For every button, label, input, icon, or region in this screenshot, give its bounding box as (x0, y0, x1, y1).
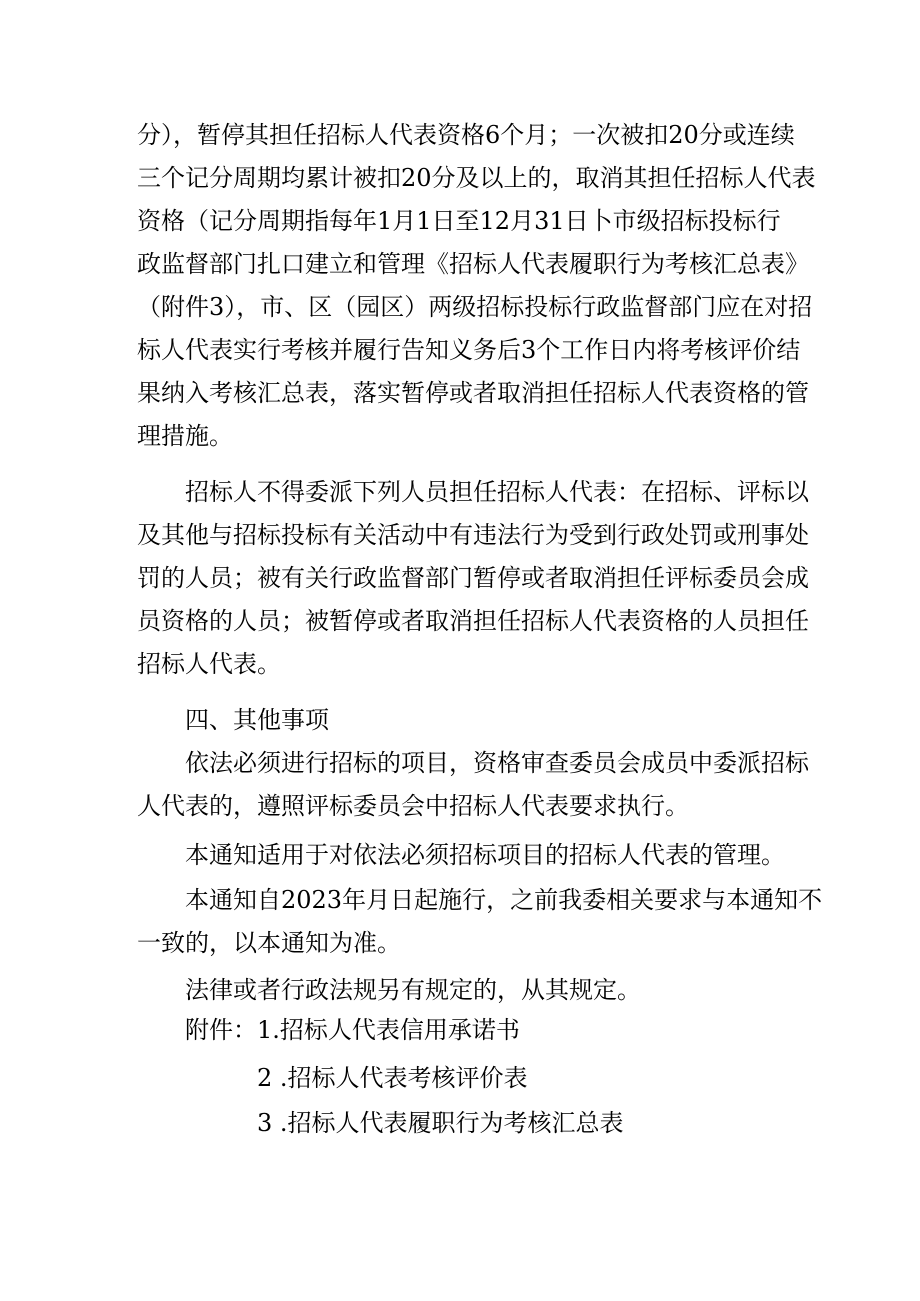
paragraph-line: （附件3），市、区（园区）两级招标投标行政监督部门应在对招 (137, 293, 813, 321)
paragraph-line: 分），暂停其担任招标人代表资格6个月；一次被扣20分或连续 (137, 121, 795, 149)
paragraph-line: 人代表的，遵照评标委员会中招标人代表要求执行。 (137, 792, 689, 820)
paragraph-line: 法律或者行政法规另有规定的，从其规定。 (185, 976, 641, 1004)
paragraph-line: 三个记分周期均累计被扣20分及以上的，取消其担任招标人代表 (137, 164, 816, 192)
paragraph-line: 资格（记分周期指每年1月1日至12月31日卜市级招标投标行 (137, 207, 781, 235)
paragraph-line: 果纳入考核汇总表，落实暂停或者取消担任招标人代表资格的管 (137, 379, 809, 407)
paragraph-line: 理措施。 (137, 422, 233, 450)
paragraph-line: 本通知自2023年月日起施行，之前我委相关要求与本通知不 (185, 886, 823, 914)
paragraph-line: 招标人代表。 (137, 650, 281, 678)
paragraph-line: 标人代表实行考核并履行告知义务后3个工作日内将考核评价结 (137, 336, 801, 364)
paragraph-line: 一致的，以本通知为准。 (137, 929, 401, 957)
paragraph-line: 政监督部门扎口建立和管理《招标人代表履职行为考核汇总表》 (137, 250, 809, 278)
paragraph-line: 及其他与招标投标有关活动中有违法行为受到行政处罚或刑事处 (137, 521, 809, 549)
paragraph-line: 员资格的人员；被暂停或者取消担任招标人代表资格的人员担任 (137, 607, 809, 635)
paragraph-line: 罚的人员；被有关行政监督部门暂停或者取消担任评标委员会成 (137, 564, 809, 592)
paragraph-line: 本通知适用于对依法必须招标项目的招标人代表的管理。 (185, 841, 785, 869)
attachment-item: 2 .招标人代表考核评价表 (257, 1064, 528, 1092)
paragraph-line: 依法必须进行招标的项目，资格审查委员会成员中委派招标 (185, 749, 809, 777)
paragraph-line: 招标人不得委派下列人员担任招标人代表：在招标、评标以 (185, 478, 809, 506)
attachment-label: 附件：1.招标人代表信用承诺书 (185, 1016, 520, 1044)
attachment-item: 3 .招标人代表履职行为考核汇总表 (257, 1109, 624, 1137)
section-heading: 四、其他事项 (185, 706, 329, 734)
